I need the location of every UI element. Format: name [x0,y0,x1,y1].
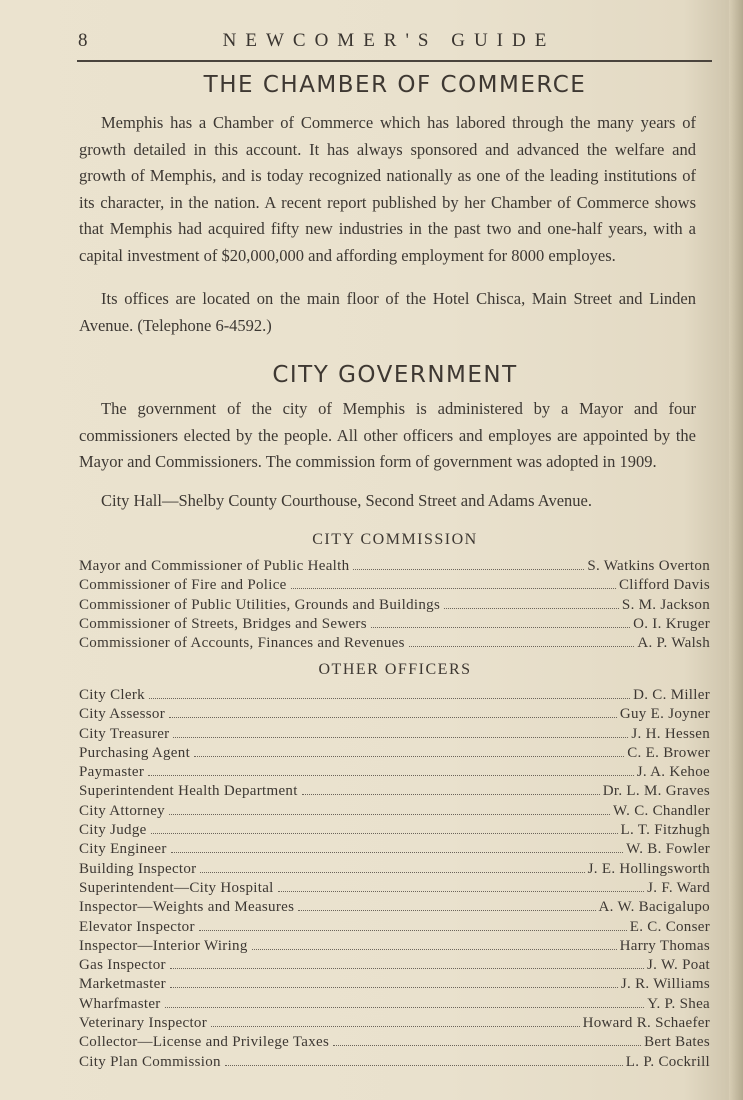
directory-row [79,1053,710,1072]
office-title: Building Inspector [79,860,197,877]
directory-row [79,763,710,782]
officeholder-name: A. P. Walsh [637,635,710,652]
dot-leader [409,646,635,647]
office-title: Inspector—Interior Wiring [79,937,248,954]
directory-row [79,557,710,576]
office-title: Inspector—Weights and Measures [79,899,295,916]
dot-leader [291,588,616,589]
office-title: City Clerk [79,687,145,703]
officeholder-name: Harry Thomas [619,937,710,954]
directory-row [79,918,710,937]
dot-leader [298,910,595,911]
officeholder-name: E. C. Conser [629,918,710,935]
dot-leader [170,968,644,969]
directory-row [79,744,710,763]
officeholder-name: O. I. Kruger [633,615,710,632]
directory-row [79,615,710,634]
dot-leader [444,608,619,609]
officers-list [79,686,710,1072]
directory-row [79,995,710,1014]
office-title: Purchasing Agent [79,744,191,761]
dot-leader [149,698,630,699]
directory-row [79,634,710,653]
dot-leader [353,569,584,570]
dot-leader [169,717,617,718]
office-title: Gas Inspector [79,957,166,974]
directory-row [79,840,710,859]
officeholder-name: W. C. Chandler [613,802,710,819]
office-title: City Attorney [79,802,165,819]
dot-leader [171,852,623,853]
directory-row [79,879,710,898]
dot-leader [169,814,610,815]
dot-leader [194,756,624,757]
dot-leader [199,930,627,931]
chamber-paragraph-2: Its offices are located on the main floor of the Hotel Chisca, Main Street and Linden Avenue. (Telephone 6-4592.) [79,289,696,335]
page-edge [729,0,743,1100]
officeholder-name: J. W. Poat [646,957,710,974]
directory-row [79,975,710,994]
office-title: Collector—License and Privilege Taxes [79,1034,330,1051]
commission-list [79,557,710,653]
directory-row [79,782,710,801]
directory-row [79,705,710,724]
office-title: City Assessor [79,706,165,723]
directory-row [79,956,710,975]
office-title: Elevator Inspector [79,918,195,935]
dot-leader [170,987,618,988]
officeholder-name: C. E. Brower [627,744,710,761]
dot-leader [302,794,600,795]
dot-leader [148,775,634,776]
dot-leader [252,949,617,950]
dot-leader [371,627,630,628]
officeholder-name: Howard R. Schaefer [582,1015,710,1032]
dot-leader [211,1026,580,1027]
dot-leader [225,1065,623,1066]
directory-row [79,898,710,917]
directory-row [79,802,710,821]
office-title: City Plan Commission [79,1053,221,1070]
office-title: Wharfmaster [79,995,161,1012]
officeholder-name: W. B. Fowler [626,841,710,858]
officeholder-name: Clifford Davis [619,577,710,594]
office-title: Superintendent Health Department [79,783,298,800]
office-title: Paymaster [79,764,145,781]
officeholder-name: D. C. Miller [633,687,710,703]
directory-row [79,596,710,615]
office-title: Marketmaster [79,976,166,993]
directory-row [79,686,710,705]
dot-leader [200,872,584,873]
office-title: Veterinary Inspector [79,1015,208,1032]
officeholder-name: A. W. Bacigalupo [598,899,710,916]
dot-leader [165,1007,645,1008]
office-title: City Engineer [79,841,167,858]
running-head: NEWCOMER'S GUIDE [222,30,556,51]
officeholder-name: L. T. Fitzhugh [620,822,710,839]
dot-leader [151,833,618,834]
officeholder-name: S. Watkins Overton [587,558,710,574]
government-paragraph-1: The government of the city of Memphis is administered by a Mayor and four commissioners elected by the people. All other officers and employes are appointed by the Mayor and Commissioners. The commission form of government was adopted in 1909. [79,399,696,471]
office-title: Commissioner of Accounts, Finances and Revenues [79,635,405,652]
chamber-title: THE CHAMBER OF COMMERCE [203,72,587,98]
directory-row [79,576,710,595]
page-number: 8 [78,30,89,51]
office-title: Mayor and Commissioner of Public Health [79,558,350,574]
directory-row [79,937,710,956]
officers-title: OTHER OFFICERS [318,661,472,678]
government-title: CITY GOVERNMENT [272,362,518,388]
office-title: Commissioner of Streets, Bridges and Sewers [79,615,367,632]
officeholder-name: Dr. L. M. Graves [602,783,710,800]
directory-row [79,1033,710,1052]
officeholder-name: J. A. Kehoe [636,764,710,781]
dot-leader [173,737,628,738]
header-rule [77,60,712,62]
officeholder-name: Guy E. Joyner [619,706,710,723]
officeholder-name: J. E. Hollingsworth [587,860,710,877]
office-title: Commissioner of Fire and Police [79,577,287,594]
page-header [66,30,712,56]
dot-leader [278,891,645,892]
dot-leader [333,1045,641,1046]
officeholder-name: J. F. Ward [647,879,710,896]
directory-row [79,860,710,879]
officeholder-name: J. H. Hessen [631,725,710,742]
officeholder-name: J. R. Williams [620,976,710,993]
office-title: City Judge [79,822,147,839]
commission-title: CITY COMMISSION [312,531,478,548]
directory-row [79,1014,710,1033]
office-title: City Treasurer [79,725,170,742]
chamber-paragraph-1: Memphis has a Chamber of Commerce which has labored through the many years of growth detailed in this account. It has always sponsored and advanced the welfare and growth of Memphis, and is today recognized nationally as one of the leading institutions of its character, in the nation. A recent report published by her Chamber of Commerce shows that Memphis had acquired fifty new industries in the past two and one-half years, with a capital investment of $20,000,000 and affording employment for 8000 employes. [79,113,696,265]
officeholder-name: S. M. Jackson [621,596,710,613]
officeholder-name: Bert Bates [644,1034,710,1051]
directory-row [79,821,710,840]
officeholder-name: Y. P. Shea [647,995,710,1012]
office-title: Commissioner of Public Utilities, Grounds and Buildings [79,596,441,613]
directory-row [79,725,710,744]
office-title: Superintendent—City Hospital [79,879,274,896]
government-paragraph-2: City Hall—Shelby County Courthouse, Second Street and Adams Avenue. [101,491,592,510]
officeholder-name: L. P. Cockrill [625,1053,710,1070]
